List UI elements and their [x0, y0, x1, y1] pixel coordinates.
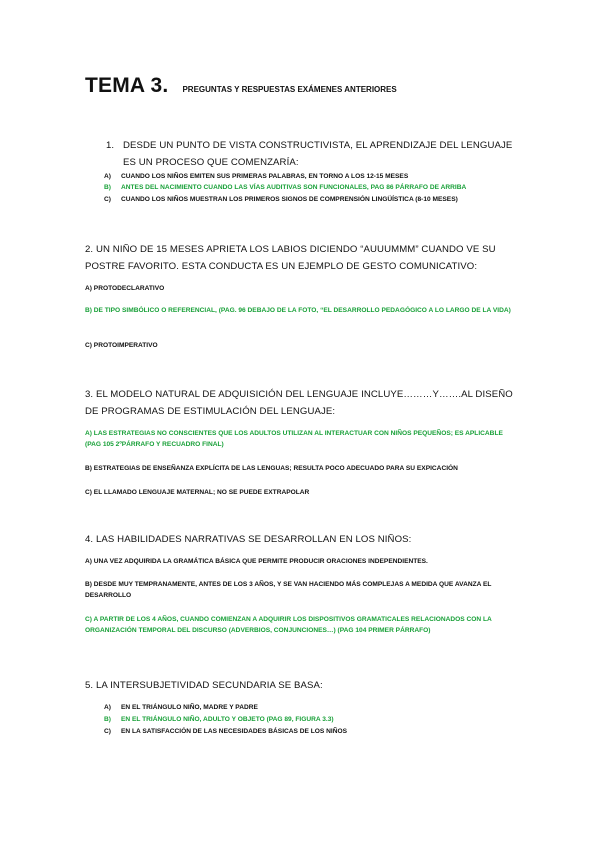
question-5: 5. LA INTERSUBJETIVIDAD SECUNDARIA SE BASA: [85, 680, 323, 691]
q5-option-c [104, 726, 524, 737]
option-letter: C) [104, 196, 111, 203]
q4-option-c-correct: C) A PARTIR DE LOS 4 AÑOS, CUANDO COMIENZAN A ADQUIRIR LOS DISPOSITIVOS GRAMATICALES RELACIONADOS CON LA ORGANIZACIÓN TEMPORAL DEL DISCURSO (ADVERBIOS, CONJUNCIONES…) (PAG 104 PRIMER PÁRRAFO) [85, 616, 492, 634]
option-letter: C) [104, 728, 111, 735]
option-letter: A) [104, 173, 111, 180]
option-text: CUANDO LOS NIÑOS MUESTRAN LOS PRIMEROS SIGNOS DE COMPRENSIÓN LINGÜÍSTICA (8-10 MESES) [121, 196, 458, 203]
question-1 [106, 137, 517, 171]
q5-option-a [104, 702, 524, 713]
page-title: TEMA 3. [85, 74, 169, 97]
q4-option-a: A) UNA VEZ ADQUIRIDA LA GRAMÁTICA BÁSICA QUE PERMITE PRODUCIR ORACIONES INDEPENDIENTES. [85, 558, 428, 565]
q1-option-b-correct [104, 182, 524, 193]
option-letter: B) [104, 184, 111, 191]
q1-option-c [104, 194, 524, 205]
q3-option-b: B) ESTRATEGIAS DE ENSEÑANZA EXPLÍCITA DE LAS LENGUAS; RESULTA POCO ADECUADO PARA SU EXPICACIÓN [85, 465, 458, 472]
option-text: EN EL TRIÁNGULO NIÑO, MADRE Y PADRE [121, 704, 258, 711]
q3-option-a-correct: A) LAS ESTRATEGIAS NO CONSCIENTES QUE LOS ADULTOS UTILIZAN AL INTERACTUAR CON NIÑOS PEQUEÑOS; ES APLICABLE (PAG 105 2ºPÁRRAFO Y RECUADRO FINAL) [85, 430, 503, 448]
option-text: EN EL TRIÁNGULO NIÑO, ADULTO Y OBJETO (PAG 89, FIGURA 3.3) [121, 716, 334, 723]
q5-option-b-correct [104, 714, 524, 725]
question-text: DESDE UN PUNTO DE VISTA CONSTRUCTIVISTA, EL APRENDIZAJE DEL LENGUAJE ES UN PROCESO QUE COMENZARÍA: [123, 140, 513, 168]
option-letter: A) [104, 704, 111, 711]
question-3: 3. EL MODELO NATURAL DE ADQUISICIÓN DEL LENGUAJE INCLUYE………Y…….AL DISEÑO DE PROGRAMAS DE ESTIMULACIÓN DEL LENGUAJE: [85, 389, 513, 417]
question-4: 4. LAS HABILIDADES NARRATIVAS SE DESARROLLAN EN LOS NIÑOS: [85, 534, 412, 545]
q2-option-c: C) PROTOIMPERATIVO [85, 342, 158, 349]
q4-option-b: B) DESDE MUY TEMPRANAMENTE, ANTES DE LOS 3 AÑOS, Y SE VAN HACIENDO MÁS COMPLEJAS A MEDIDA QUE AVANZA EL DESARROLLO [85, 581, 492, 599]
question-number: 1. [106, 140, 115, 151]
page-subtitle: PREGUNTAS Y RESPUESTAS EXÁMENES ANTERIORES [182, 85, 397, 94]
q1-option-a [104, 171, 524, 182]
q2-option-a: A) PROTODECLARATIVO [85, 285, 165, 292]
option-text: ANTES DEL NACIMIENTO CUANDO LAS VÍAS AUDITIVAS SON FUNCIONALES, PAG 86 PÁRRAFO DE ARRIBA [121, 184, 467, 191]
option-text: EN LA SATISFACCIÓN DE LAS NECESIDADES BÁSICAS DE LOS NIÑOS [121, 728, 348, 735]
q3-option-c: C) EL LLAMADO LENGUAJE MATERNAL; NO SE PUEDE EXTRAPOLAR [85, 489, 310, 496]
q2-option-b-correct: B) DE TIPO SIMBÓLICO O REFERENCIAL, (PAG. 96 DEBAJO DE LA FOTO, “EL DESARROLLO PEDAGÓGICO A LO LARGO DE LA VIDA) [85, 307, 511, 314]
title-row [85, 74, 397, 98]
option-letter: B) [104, 716, 111, 723]
question-2: 2. UN NIÑO DE 15 MESES APRIETA LOS LABIOS DICIENDO “AUUUMMM” CUANDO VE SU POSTRE FAVORITO. ESTA CONDUCTA ES UN EJEMPLO DE GESTO COMUNICATIVO: [85, 244, 496, 272]
option-text: CUANDO LOS NIÑOS EMITEN SUS PRIMERAS PALABRAS, EN TORNO A LOS 12-15 MESES [121, 173, 409, 180]
